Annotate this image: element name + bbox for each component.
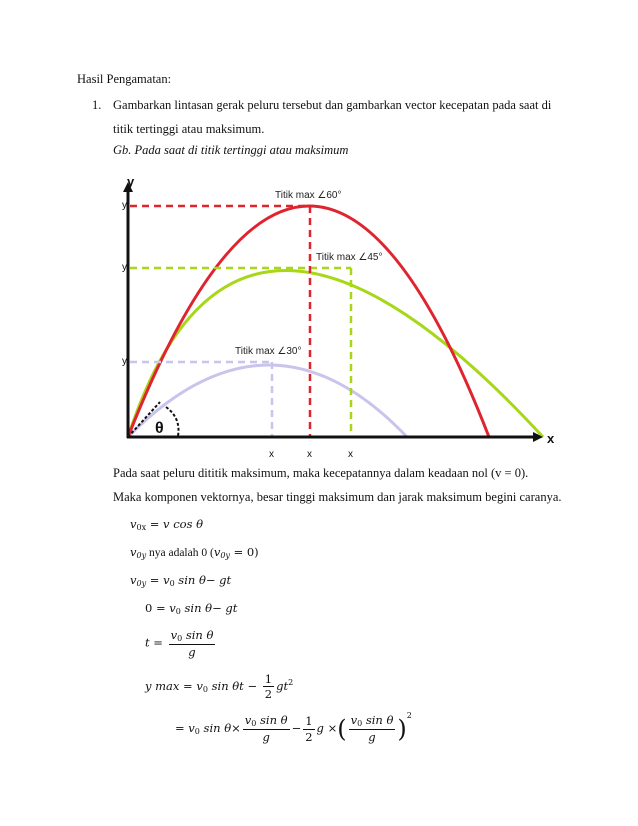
y-tick-30: y (122, 356, 127, 367)
equation-ymax-substituted: = $v_0$ sin θ× $\frac{v_0 \sin \theta}{g}$ − $\frac{1}{2}$ g ×( $\frac{v_0 \sin \theta}{g}$ )$^2$ (175, 711, 412, 745)
trajectory-45deg (128, 271, 543, 438)
equation-time: t = $\frac{v_0 \sin \theta}{g}$ (145, 628, 214, 659)
angle-arc (166, 407, 179, 436)
peak-label-45: Titik max ∠45° (316, 252, 383, 263)
paragraph-velocity-zero: Pada saat peluru dititik maksimum, maka kecepatannya dalam keadaan nol (v = 0). (113, 466, 529, 480)
x-axis-label: x (547, 431, 555, 446)
item1-text-line1: Gambarkan lintasan gerak peluru tersebut dan gambarkan vector kecepatan pada saat di (113, 98, 552, 112)
item1-text-line2: titik tertinggi atau maksimum. (113, 122, 265, 136)
x-tick-60: x (307, 449, 312, 460)
section-heading: Hasil Pengamatan: (77, 72, 172, 86)
projectile-figure (115, 168, 555, 463)
equation-voy-zero: $v_{0y}$ nya adalah 0 $(v_{0y} = 0)$ (130, 545, 259, 560)
peak-label-30: Titik max ∠30° (235, 346, 302, 357)
paragraph-components: Maka komponen vektornya, besar tinggi maksimum dan jarak maksimum begini caranya. (113, 490, 562, 504)
y-tick-45: y (122, 262, 127, 273)
x-tick-45: x (348, 449, 353, 460)
figure-caption: Gb. Pada saat di titik tertinggi atau maksimum (113, 143, 349, 157)
equation-zero: $0 = v_0$ sin θ− gt (145, 601, 238, 616)
peak-label-60: Titik max ∠60° (275, 190, 342, 201)
y-tick-60: y (122, 200, 127, 211)
list-number: 1. (92, 98, 102, 112)
equation-voy: $v_{0y} = v_0$ sin θ− gt (130, 573, 232, 588)
y-axis-label: y (127, 174, 135, 189)
theta-label: θ (155, 420, 164, 437)
trajectory-60deg (128, 206, 489, 437)
trajectory-30deg (128, 365, 407, 437)
equation-ymax: y $\max = v_0$ sin θt − $\frac{1}{2}$ $gt^2$ (145, 672, 294, 702)
x-tick-30: x (269, 449, 274, 460)
equation-vox: $v_{0x} = v$ cos θ (130, 517, 204, 532)
